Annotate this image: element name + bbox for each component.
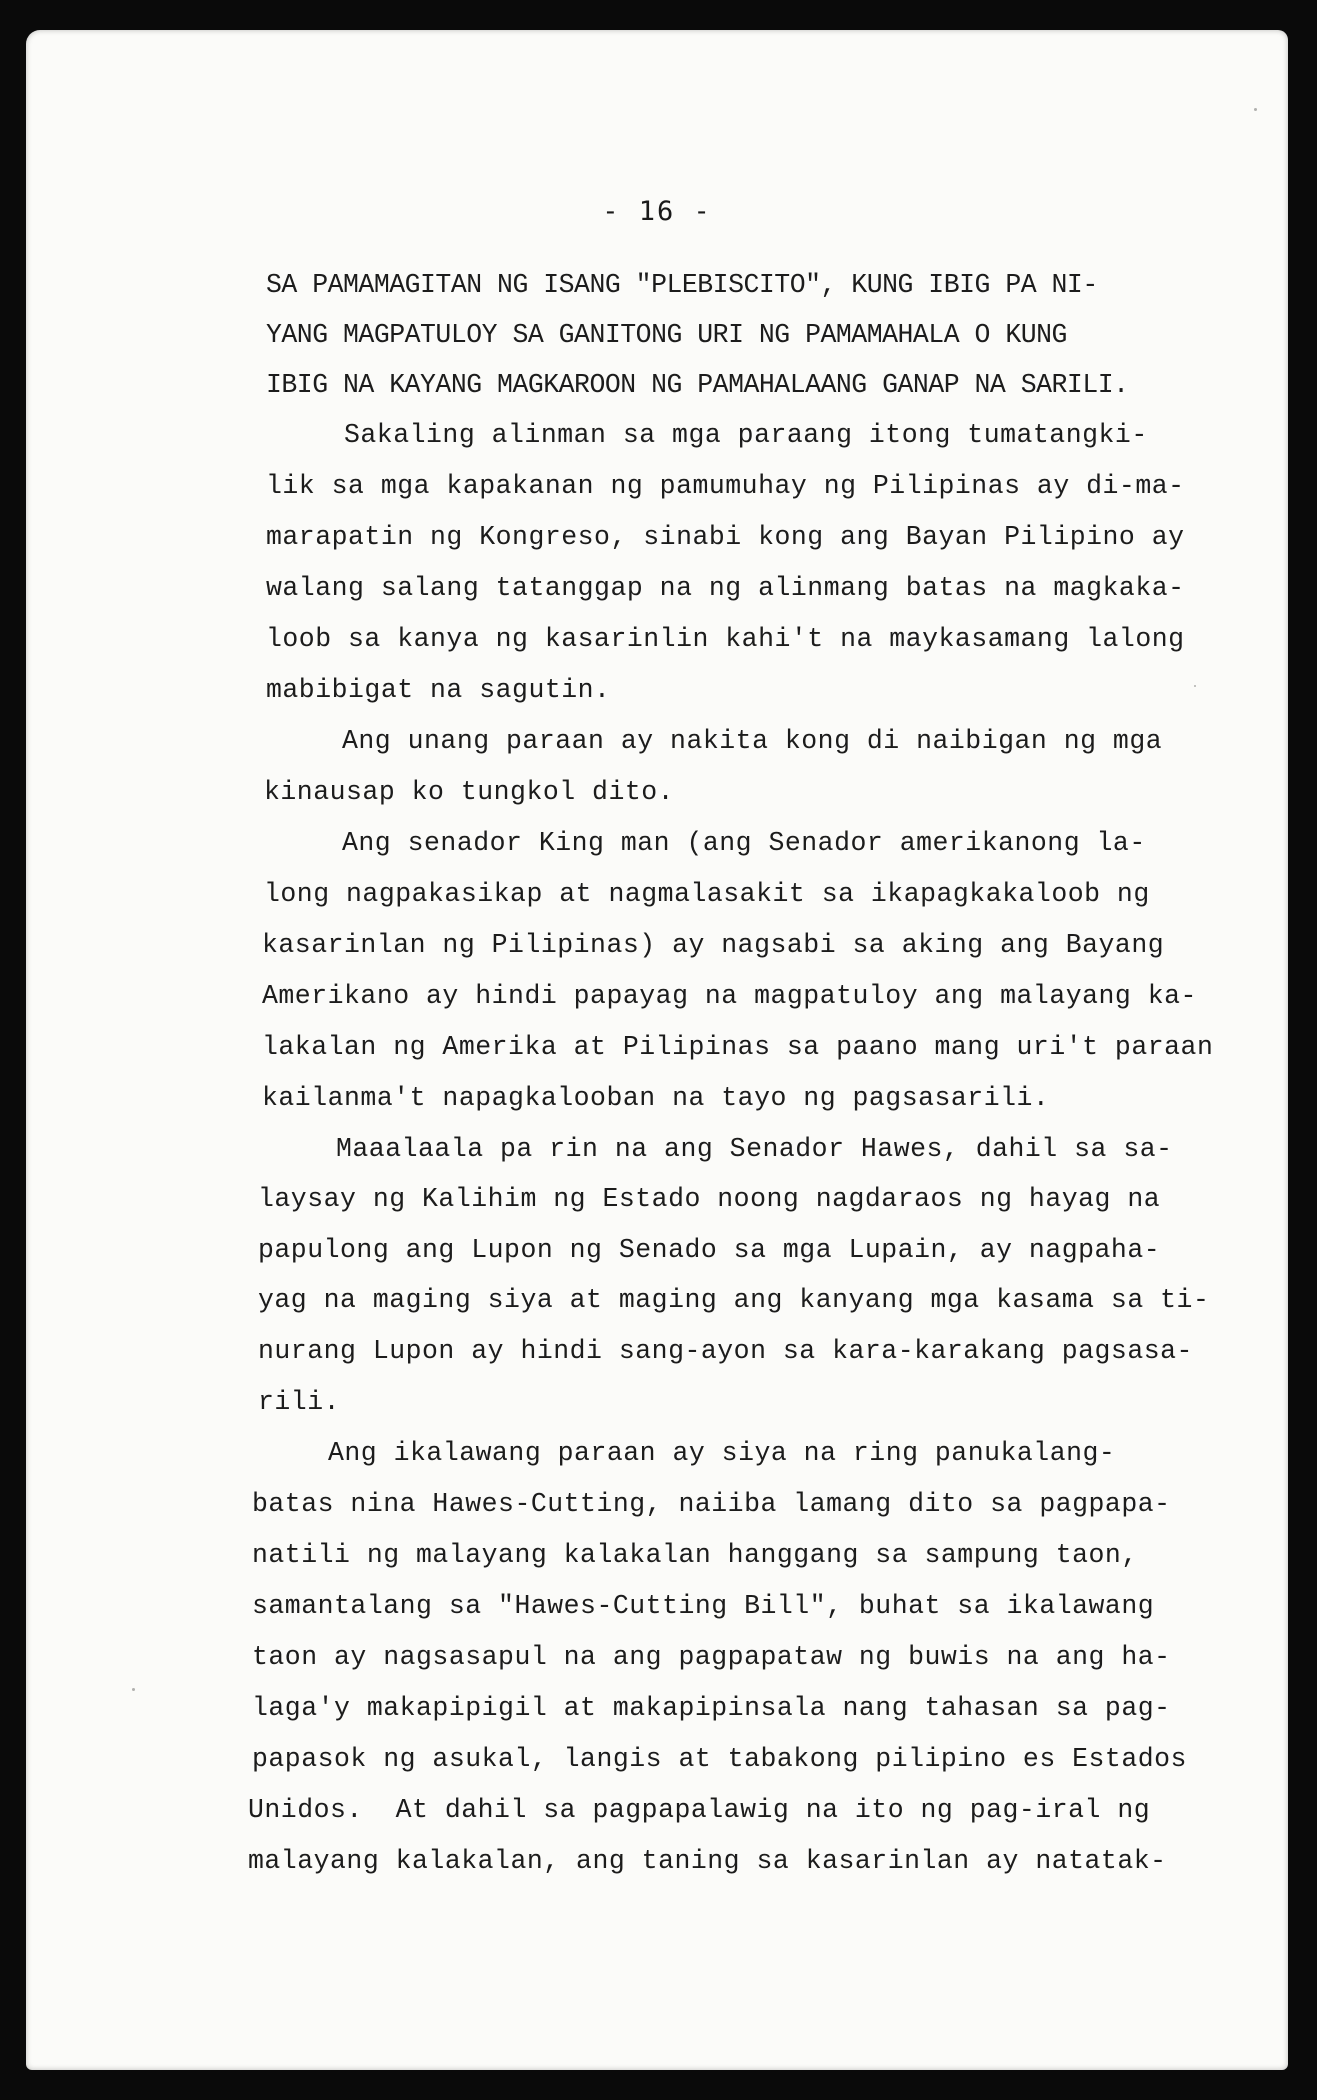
text-line: batas nina Hawes-Cutting, naiiba lamang dito sa pagpapa- — [252, 1489, 1171, 1519]
text-line: kasarinlan ng Pilipinas) ay nagsabi sa aking ang Bayang — [262, 930, 1165, 960]
text-line: Ang senador King man (ang Senador amerikanong la- — [342, 828, 1146, 858]
text-line: marapatin ng Kongreso, sinabi kong ang Bayan Pilipino ay — [266, 522, 1185, 552]
text-line: Maaalaala pa rin na ang Senador Hawes, dahil sa sa- — [336, 1134, 1173, 1164]
text-line: mabibigat na sagutin. — [266, 675, 611, 705]
scan-speck — [1194, 685, 1196, 687]
scan-speck — [1254, 108, 1257, 111]
scan-speck — [132, 1688, 135, 1691]
text-line: laga'y makapipigil at makapipinsala nang tahasan sa pag- — [252, 1693, 1171, 1723]
text-line: kailanma't napagkalooban na tayo ng pagsasarili. — [262, 1083, 1050, 1113]
text-line: YANG MAGPATULOY SA GANITONG URI NG PAMAMAHALA O KUNG — [266, 320, 1067, 350]
text-line: malayang kalakalan, ang taning sa kasarinlan ay natatak- — [248, 1846, 1167, 1876]
text-line: natili ng malayang kalakalan hanggang sa sampung taon, — [252, 1540, 1138, 1570]
text-line: Ang ikalawang paraan ay siya na ring panukalang- — [328, 1438, 1116, 1468]
text-line: Sakaling alinman sa mga paraang itong tumatangki- — [344, 420, 1148, 450]
text-line: Amerikano ay hindi papayag na magpatuloy ang malayang ka- — [262, 981, 1197, 1011]
text-line: long nagpakasikap at nagmalasakit sa ikapagkakaloob ng — [264, 879, 1150, 909]
text-line: IBIG NA KAYANG MAGKAROON NG PAMAHALAANG GANAP NA SARILI. — [266, 370, 1129, 400]
text-line: Unidos. At dahil sa pagpapalawig na ito ng pag-iral ng — [248, 1795, 1151, 1825]
text-line: walang salang tatanggap na ng alinmang batas na magkaka- — [266, 573, 1185, 603]
text-line: taon ay nagsasapul na ang pagpapataw ng buwis na ang ha- — [252, 1642, 1171, 1672]
text-line: SA PAMAMAGITAN NG ISANG "PLEBISCITO", KUNG IBIG PA NI- — [266, 270, 1098, 300]
text-line: yag na maging siya at maging ang kanyang mga kasama sa ti- — [258, 1285, 1210, 1315]
document-page — [26, 30, 1288, 2070]
text-line: kinausap ko tungkol dito. — [264, 777, 675, 807]
text-line: lik sa mga kapakanan ng pamumuhay ng Pilipinas ay di-ma- — [266, 471, 1185, 501]
text-line: nurang Lupon ay hindi sang-ayon sa kara-karakang pagsasa- — [258, 1336, 1193, 1366]
text-line: lakalan ng Amerika at Pilipinas sa paano mang uri't paraan — [262, 1032, 1214, 1062]
text-line: loob sa kanya ng kasarinlin kahi't na maykasamang lalong — [266, 624, 1185, 654]
text-line: laysay ng Kalihim ng Estado noong nagdaraos ng hayag na — [258, 1184, 1161, 1214]
page-number: - 16 - — [602, 196, 712, 227]
text-line: samantalang sa "Hawes-Cutting Bill", buhat sa ikalawang — [252, 1591, 1155, 1621]
text-line: rili. — [258, 1387, 341, 1417]
text-line: Ang unang paraan ay nakita kong di naibigan ng mga — [342, 726, 1163, 756]
text-line: papulong ang Lupon ng Senado sa mga Lupain, ay nagpaha- — [258, 1235, 1161, 1265]
text-line: papasok ng asukal, langis at tabakong pilipino es Estados — [252, 1744, 1187, 1774]
